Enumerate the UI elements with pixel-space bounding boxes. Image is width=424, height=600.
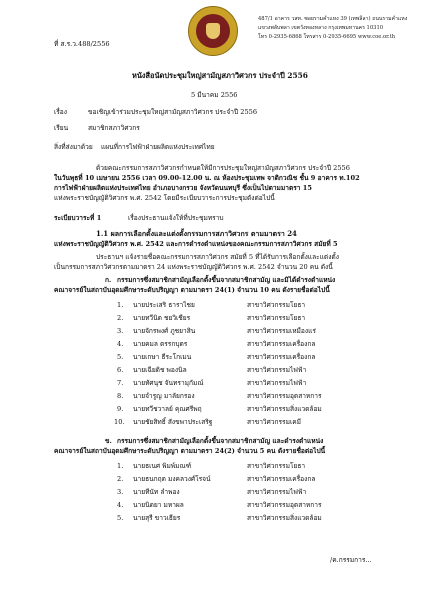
member-name: นายสุรี ขาวเธียร [133,514,181,522]
member-name: นายประเสริ ธาราไชย [133,301,195,309]
member-name: นายเฉียดิช พองนิล [133,366,187,374]
member-branch: สาขาวิศวกรรมอุตสาหการ [247,501,322,509]
member-num: 2. [117,314,124,322]
member-branch: สาขาวิศวกรรมไฟฟ้า [247,488,307,496]
group-b-heading-line-1: กรรมการซึ่งสมาชิกสามัญเลือกตั้งขึ้นจากสมาชิกสามัญ และดำรงตำแหน่ง [117,437,324,445]
address-line-3: โทร 0-2935-6868 โทรสาร 0-2935-6695 www.coe.or.th [258,34,396,40]
agenda-1-label: ระเบียบวาระที่ 1 [54,214,102,222]
member-num: 3. [117,327,124,335]
member-name: นายธนกฤต มงคลวงศ์โรจน์ [133,475,211,483]
group-a-prefix: ก. [105,276,112,284]
document-date: 5 มีนาคม 2556 [191,91,238,99]
member-branch: สาขาวิศวกรรมเครื่องกล [247,340,316,348]
group-a-heading-line-2: คณาจารย์ในสถาบันอุดมศึกษาระดับปริญญา ตามมาตรา 24(1) จำนวน 10 คน ดังรายชื่อต่อไปนี้ [54,286,330,294]
member-num: 1. [117,301,124,309]
member-branch: สาขาวิศวกรรมไฟฟ้า [247,366,307,374]
member-branch: สาขาวิศวกรรมเคมี [247,418,301,426]
subject-label: เรื่อง [54,108,67,116]
agenda-1-title: เรื่องประธานแจ้งให้ที่ประชุมทราบ [128,214,224,222]
intro-line-1: ด้วยคณะกรรมการสภาวิศวกรกำหนดให้มีการประชุมใหญ่สามัญสภาวิศวกร ประจำปี 2556 [96,164,350,172]
member-num: 6. [117,366,124,374]
member-name: นายทวีชวาลย์ คุณศรีพฤ [133,405,202,413]
reference-number: ที่ ส.ร.ว.488/2556 [54,40,110,48]
agenda-1-para-line-1: ประธานฯ แจ้งรายชื่อคณะกรรมการสภาวิศวกร สมัยที่ 5 ที่ได้รับการเลือกตั้งและแต่งตั้ง [96,253,339,261]
member-name: นายทวีนิต ชยวิเชียร [133,314,191,322]
member-name: นายทีนัท ลำพอง [133,488,180,496]
member-num: 10. [114,418,125,426]
member-num: 8. [117,392,124,400]
member-branch: สาขาวิศวกรรมอุตสาหการ [247,392,322,400]
group-b-heading-line-2: คณาจารย์ในสถาบันอุดมศึกษาระดับปริญญา ตามมาตรา 24(2) จำนวน 5 คน ดังรายชื่อต่อไปนี้ [54,447,326,455]
member-name: นายธเนศ พิมพ์มณฑ์ [133,462,192,470]
member-num: 7. [117,379,124,387]
member-num: 4. [117,501,124,509]
subject-text: ขอเชิญเข้าร่วมประชุมใหญ่สามัญสภาวิศวกร ประจำปี 2556 [88,108,258,116]
member-num: 4. [117,340,124,348]
member-name: นายเกษา ธีระโกเมน [133,353,192,361]
member-branch: สาขาวิศวกรรมโยธา [247,462,306,470]
member-num: 1. [117,462,124,470]
to-label: เรียน [54,124,69,132]
enclosure-label: สิ่งที่ส่งมาด้วย [54,143,93,151]
member-branch: สาขาวิศวกรรมเครื่องกล [247,353,316,361]
member-branch: สาขาวิศวกรรมโยธา [247,301,306,309]
member-num: 5. [117,353,124,361]
member-branch: สาขาวิศวกรรมเหมืองแร่ [247,327,316,335]
member-branch: สาขาวิศวกรรมเครื่องกล [247,475,316,483]
member-branch: สาขาวิศวกรรมโยธา [247,314,306,322]
member-num: 5. [117,514,124,522]
member-name: นายคมล ตรรกบุตร [133,340,188,348]
enclosure-text: แผนที่การไฟฟ้าฝ่ายผลิตแห่งประเทศไทย [101,143,215,151]
member-name: นายนิดยา มหาผล [133,501,184,509]
member-num: 3. [117,488,124,496]
document-title: หนังสือนัดประชุมใหญ่สามัญสภาวิศวกร ประจำปี 2556 [132,71,308,80]
member-name: นายทัศนุช จันทรามุกัมณ์ [133,379,204,387]
member-branch: สาขาวิศวกรรมสิ่งแวดล้อม [247,514,322,522]
agenda-1-1-line-2: แห่งพระราชบัญญัติวิศวกร พ.ศ. 2542 และการดำรงตำแหน่งของคณะกรรมการสภาวิศวกร สมัยที่ 5 [54,240,338,248]
member-num: 2. [117,475,124,483]
page-continuation-marker: /ค.กรรมการ... [330,556,372,564]
member-name: นายชัยสิทธิ์ สังขพาประเสริฐ [133,418,213,426]
member-branch: สาขาวิศวกรรมไฟฟ้า [247,379,307,387]
intro-line-2: ในวันพุธที่ 10 เมษายน 2556 เวลา 09.00-12.00 น. ณ ห้องประชุมเทพ จาติกวณิช ชั้น 9 อาคาร ท.102 [54,174,360,182]
agenda-1-para-line-2: เป็นกรรมการสภาวิศวกรตามมาตรา 24 แห่งพระราชบัญญัติวิศวกร พ.ศ. 2542 จำนวน 20 คน ดังนี้ [54,263,333,271]
group-b-prefix: ข. [105,437,112,445]
address-line-1: 487/1 อาคาร วสท. ซอยรามคำแหง 39 (เทพลีลา) ถนนรามคำแหง [258,16,408,22]
member-name: นายจักรพงศ์ ภูชยาสิน [133,327,196,335]
council-seal-logo [188,6,238,56]
member-name: นายจำรูญ มาลัยกรอง [133,392,195,400]
member-num: 9. [117,405,124,413]
agenda-1-1-line-1: 1.1 ผลการเลือกตั้งและแต่งตั้งกรรมการสภาวิศวกร ตามมาตรา 24 [96,229,297,238]
member-branch: สาขาวิศวกรรมสิ่งแวดล้อม [247,405,322,413]
to-text: สมาชิกสภาวิศวกร [88,124,140,132]
intro-line-4: แห่งพระราชบัญญัติวิศวกร พ.ศ. 2542 โดยมีระเบียบวาระการประชุมดังต่อไปนี้ [54,194,275,202]
intro-line-3: การไฟฟ้าฝ่ายผลิตแห่งประเทศไทย อำเภอบางกรวย จังหวัดนนทบุรี ซึ่งเป็นไปตามมาตรา 15 [54,184,312,192]
address-line-2: แขวงพลับพลา เขตวังทองหลาง กรุงเทพมหานคร 10310 [258,25,384,31]
group-a-heading-line-1: กรรมการซึ่งสมาชิกสามัญเลือกตั้งขึ้นจากสมาชิกสามัญ และมิได้ดำรงตำแหน่ง [117,276,336,284]
